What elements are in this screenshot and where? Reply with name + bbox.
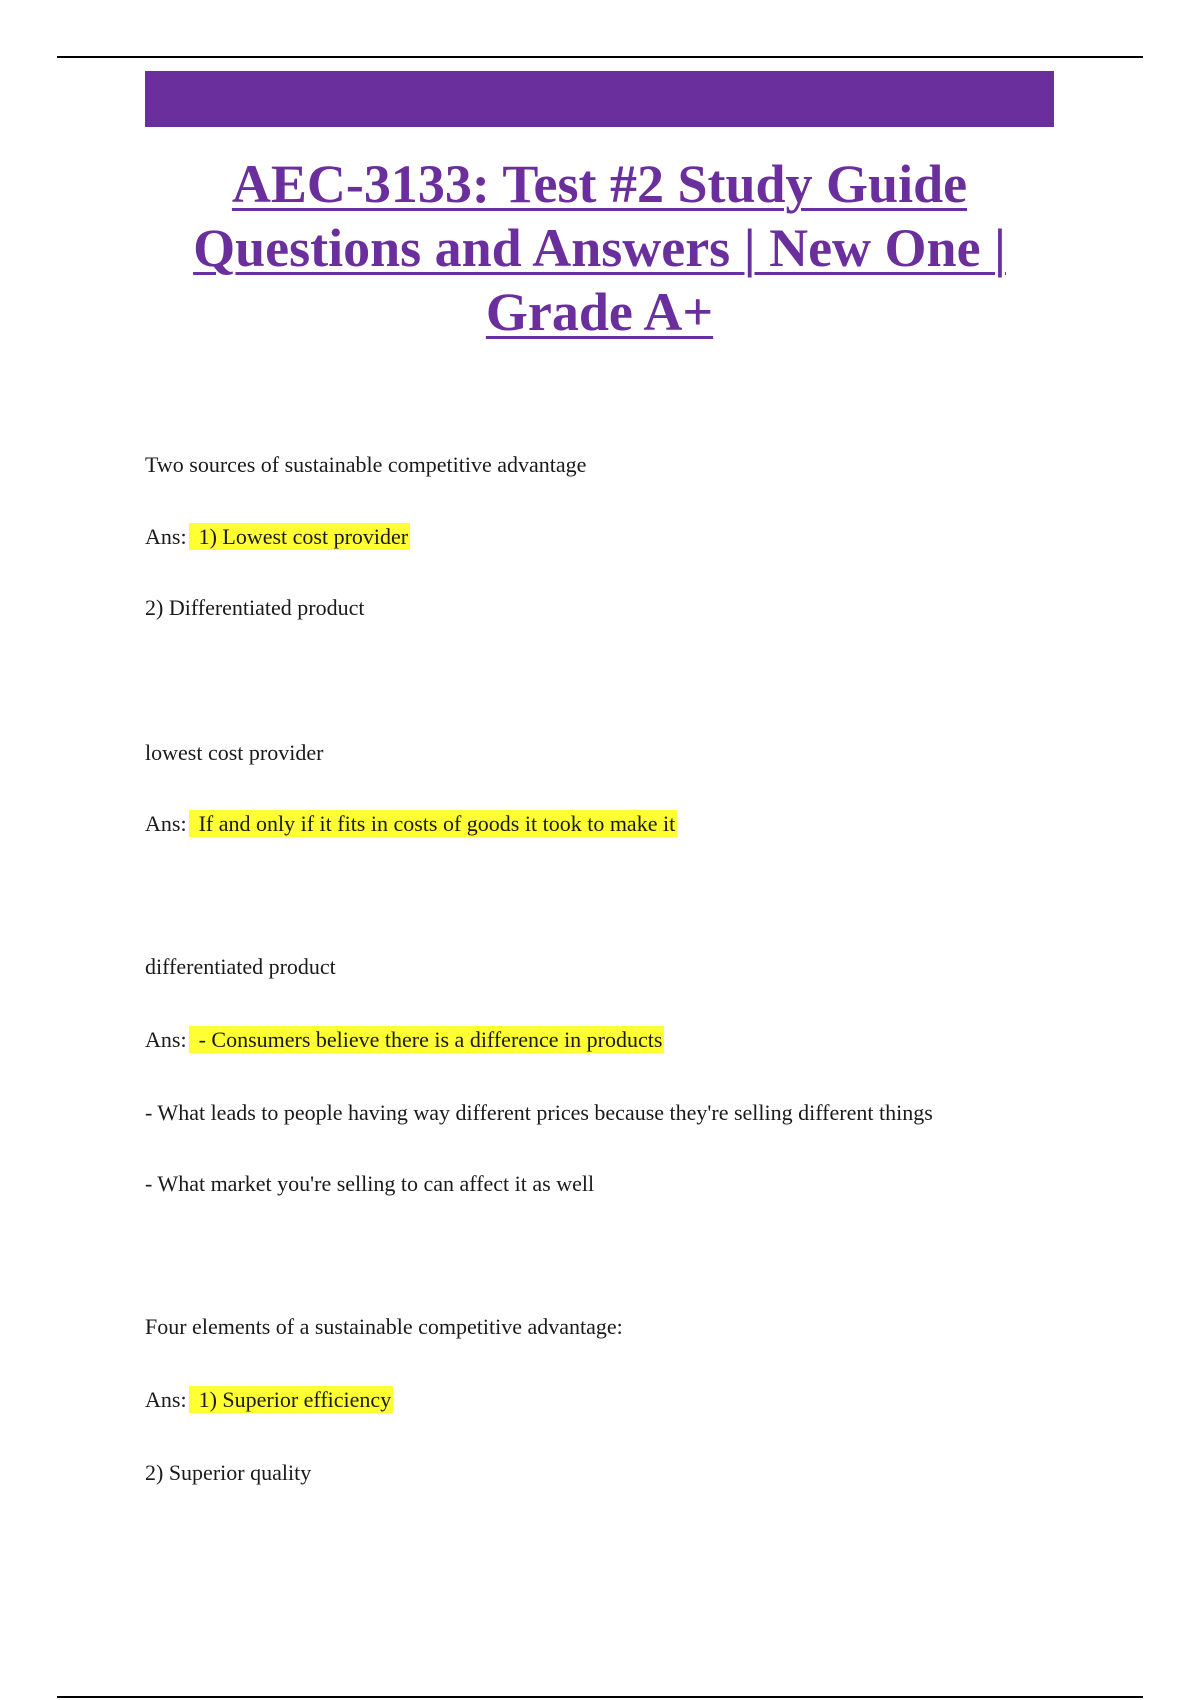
ans-label: Ans: (145, 1027, 187, 1052)
answer-3-highlight: - Consumers believe there is a difference in products (189, 1026, 665, 1053)
answer-3 (145, 1026, 664, 1054)
ans-label: Ans: (145, 811, 187, 836)
answer-3-extra-1: - What leads to people having way different prices because they're selling different things (145, 1100, 933, 1125)
answer-2 (145, 810, 677, 838)
header-banner (145, 71, 1054, 127)
answer-4-highlight: 1) Superior efficiency (189, 1386, 394, 1413)
answer-1 (145, 523, 410, 551)
answer-2-highlight: If and only if it fits in costs of goods it took to make it (189, 810, 678, 837)
answer-4-extra-1: 2) Superior quality (145, 1460, 312, 1485)
answer-3-extra-2: - What market you're selling to can affect it as well (145, 1171, 595, 1196)
answer-4 (145, 1386, 393, 1414)
answer-1-highlight: 1) Lowest cost provider (189, 523, 411, 550)
question-2: lowest cost provider (145, 740, 324, 765)
bottom-rule (57, 1696, 1143, 1698)
question-1: Two sources of sustainable competitive advantage (145, 452, 587, 477)
ans-label: Ans: (145, 1387, 187, 1412)
question-3: differentiated product (145, 954, 336, 979)
document-title: AEC-3133: Test #2 Study Guide Questions and Answers | New One | Grade A+ (193, 154, 1006, 342)
question-4: Four elements of a sustainable competitive advantage: (145, 1314, 623, 1339)
answer-1-extra-1: 2) Differentiated product (145, 595, 365, 620)
ans-label: Ans: (145, 524, 187, 549)
top-rule (57, 56, 1143, 58)
